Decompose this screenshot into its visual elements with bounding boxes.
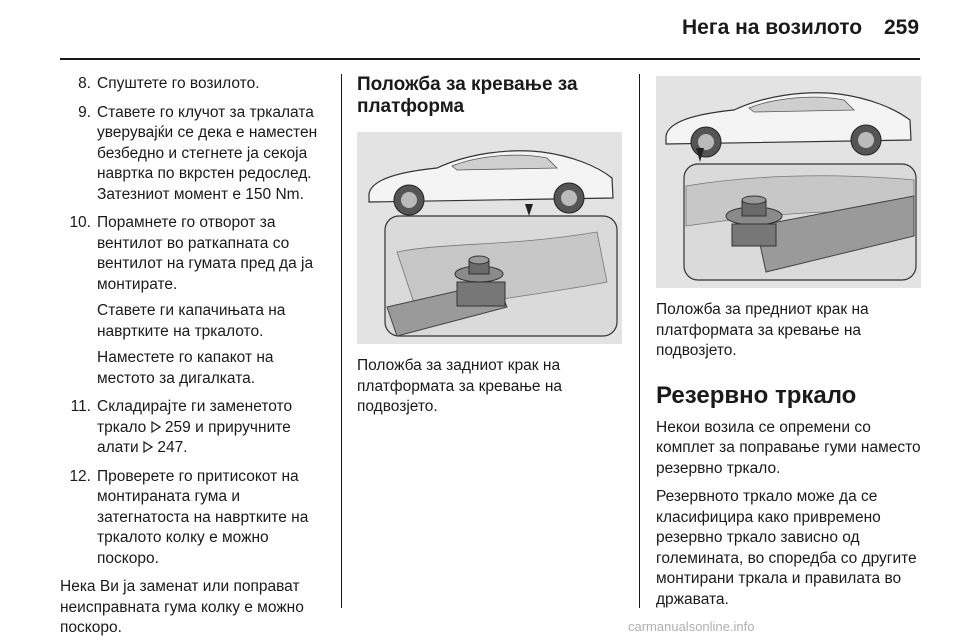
page-reference-link[interactable]: 259	[164, 418, 191, 436]
step-text: Спуштете го возилото.	[97, 75, 260, 92]
section-title-lift-position: Положба за кревање за платформа	[357, 74, 578, 117]
header-rule	[60, 58, 920, 60]
column-2	[357, 74, 625, 418]
rear-lift-point-caption: Положба за задниот крак на платформата за кревање на подвозјето.	[357, 357, 563, 415]
section-title-spare-wheel: Резервно тркало	[656, 381, 857, 409]
spare-wheel-paragraph-2: Резервното тркало може да се класифицира како привремено резервно тркало зависно од големината, во споредба со другите монтирани тркала и правилата во државата.	[656, 488, 917, 608]
step-10-sub-1: Ставете ги капачињата на навртките на тркалото.	[97, 302, 286, 340]
step-number: 10.	[69, 214, 91, 231]
column-1	[60, 74, 330, 639]
front-lift-point-figure	[656, 76, 921, 288]
step-text: Ставете го клучот за тркалата уверувајќи се дека е наместен безбедно и стегнете ја секоја наврткa по вкрстен редослед. Затезниот момент е 150 Nm.	[97, 103, 318, 203]
step-number: 9.	[78, 103, 91, 121]
step-number: 11.	[70, 398, 91, 415]
arrow-ref-icon	[143, 441, 153, 453]
step-number: 8.	[78, 75, 91, 92]
closing-paragraph: Нека Ви ја заменат или поправат неисправната гума колку е можно поскоро.	[60, 578, 304, 636]
step-10-sub-2: Наместете го капакот на местото за дигалката.	[97, 349, 274, 387]
step-number: 12.	[69, 467, 91, 485]
watermark: carmanualsonline.info	[628, 619, 755, 634]
step-12	[60, 467, 330, 570]
step-text: Складирајте ги заменетото тркало	[97, 398, 293, 436]
page-reference-link[interactable]: 247	[157, 439, 184, 456]
step-8	[60, 74, 330, 95]
column-3	[656, 74, 921, 610]
step-text: Проверете го притисокот на монтираната гума и затегнатоста на навртките на тркалото колку е можно поскоро.	[97, 467, 309, 567]
step-11: 11. Складирајте ги заменетото тркало 259 и приручните алати 247.	[60, 397, 330, 459]
page-number: 259	[884, 16, 920, 39]
step-10	[60, 213, 330, 295]
spare-wheel-paragraph-1: Некои возила се опремени со комплет за поправање гуми наместо резервно тркало.	[656, 418, 921, 477]
step-text: Порамнете го отворот за вентилот во раткапната со вентилот на гумата пред да ја монтирате.	[97, 214, 314, 293]
step-text: и приручните алати	[97, 418, 291, 456]
rear-lift-point-figure	[357, 132, 622, 344]
arrow-ref-icon	[151, 421, 161, 433]
front-lift-point-caption: Положба за предниот крак на платформата за кревање на подвозјето.	[656, 301, 869, 359]
page-header-title: Нега на возилото	[682, 16, 863, 39]
step-9	[60, 103, 330, 206]
column-divider-1	[341, 74, 342, 608]
column-divider-2	[639, 74, 640, 608]
